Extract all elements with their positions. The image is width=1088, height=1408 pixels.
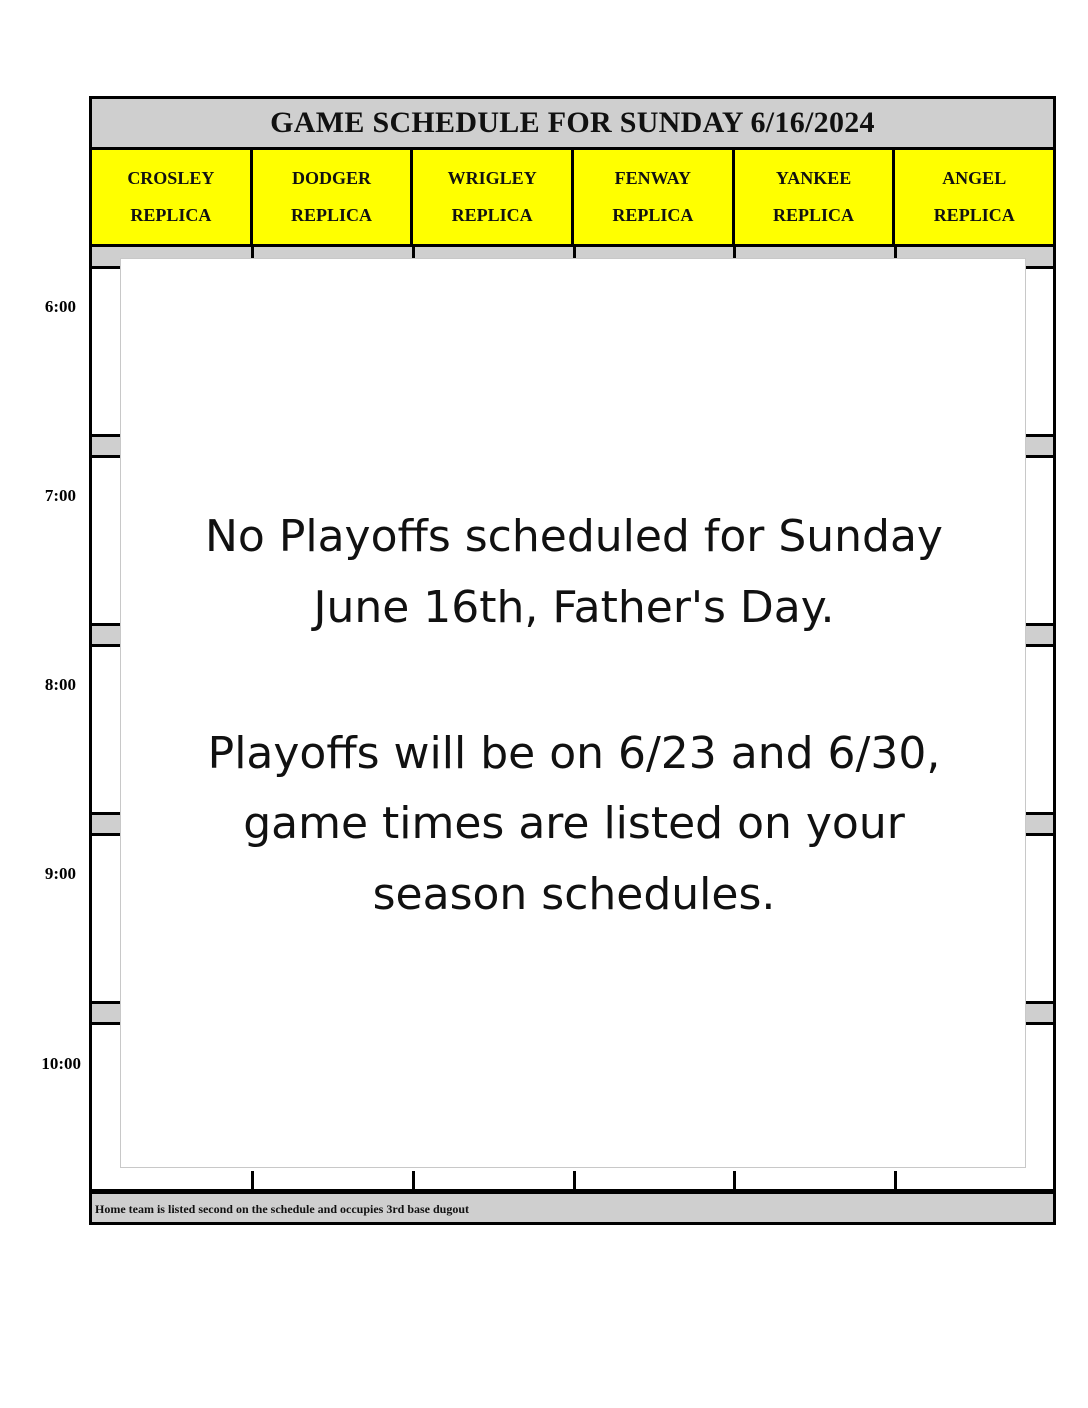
field-header-crosley: [92, 150, 253, 244]
column-divider: [733, 1171, 736, 1191]
title-bar: [92, 99, 1053, 150]
notice-line-5: season schedules.: [372, 869, 776, 920]
field-name: YANKEE: [775, 168, 852, 188]
field-header-fenway: [574, 150, 735, 244]
field-name: ANGEL: [942, 168, 1007, 188]
time-label-6: 6:00: [44, 297, 76, 316]
field-name: DODGER: [292, 168, 372, 188]
field-header-wrigley: [413, 150, 574, 244]
time-label-9: 9:00: [44, 864, 76, 883]
notice-line-3: Playoffs will be on 6/23 and 6/30,: [207, 728, 941, 779]
time-label-7: 7:00: [44, 486, 76, 505]
column-divider: [894, 1171, 897, 1191]
notice-line-2: June 16th, Father's Day.: [313, 582, 835, 633]
field-type: REPLICA: [933, 205, 1015, 225]
playoff-notice-box: [120, 258, 1026, 1168]
column-divider: [573, 1171, 576, 1191]
footer-note-bar: [92, 1191, 1053, 1222]
field-type: REPLICA: [612, 205, 694, 225]
field-header-yankee: [735, 150, 896, 244]
field-type: REPLICA: [773, 205, 855, 225]
field-header-dodger: [253, 150, 414, 244]
time-label-8: 8:00: [44, 675, 76, 694]
field-name: CROSLEY: [127, 168, 215, 188]
column-divider: [251, 1171, 254, 1191]
column-divider: [412, 1171, 415, 1191]
field-name: WRIGLEY: [447, 168, 537, 188]
notice-line-1: No Playoffs scheduled for Sunday: [205, 511, 943, 562]
schedule-title: GAME SCHEDULE FOR SUNDAY 6/16/2024: [270, 106, 875, 139]
notice-line-4: game times are listed on your: [243, 798, 905, 849]
field-header-angel: [895, 150, 1053, 244]
field-header-row: [92, 150, 1053, 247]
field-type: REPLICA: [291, 205, 373, 225]
field-type: REPLICA: [451, 205, 533, 225]
field-name: FENWAY: [614, 168, 692, 188]
field-type: REPLICA: [130, 205, 212, 225]
time-label-10: 10:00: [41, 1054, 81, 1073]
footer-note: Home team is listed second on the schedule and occupies 3rd base dugout: [95, 1202, 470, 1216]
